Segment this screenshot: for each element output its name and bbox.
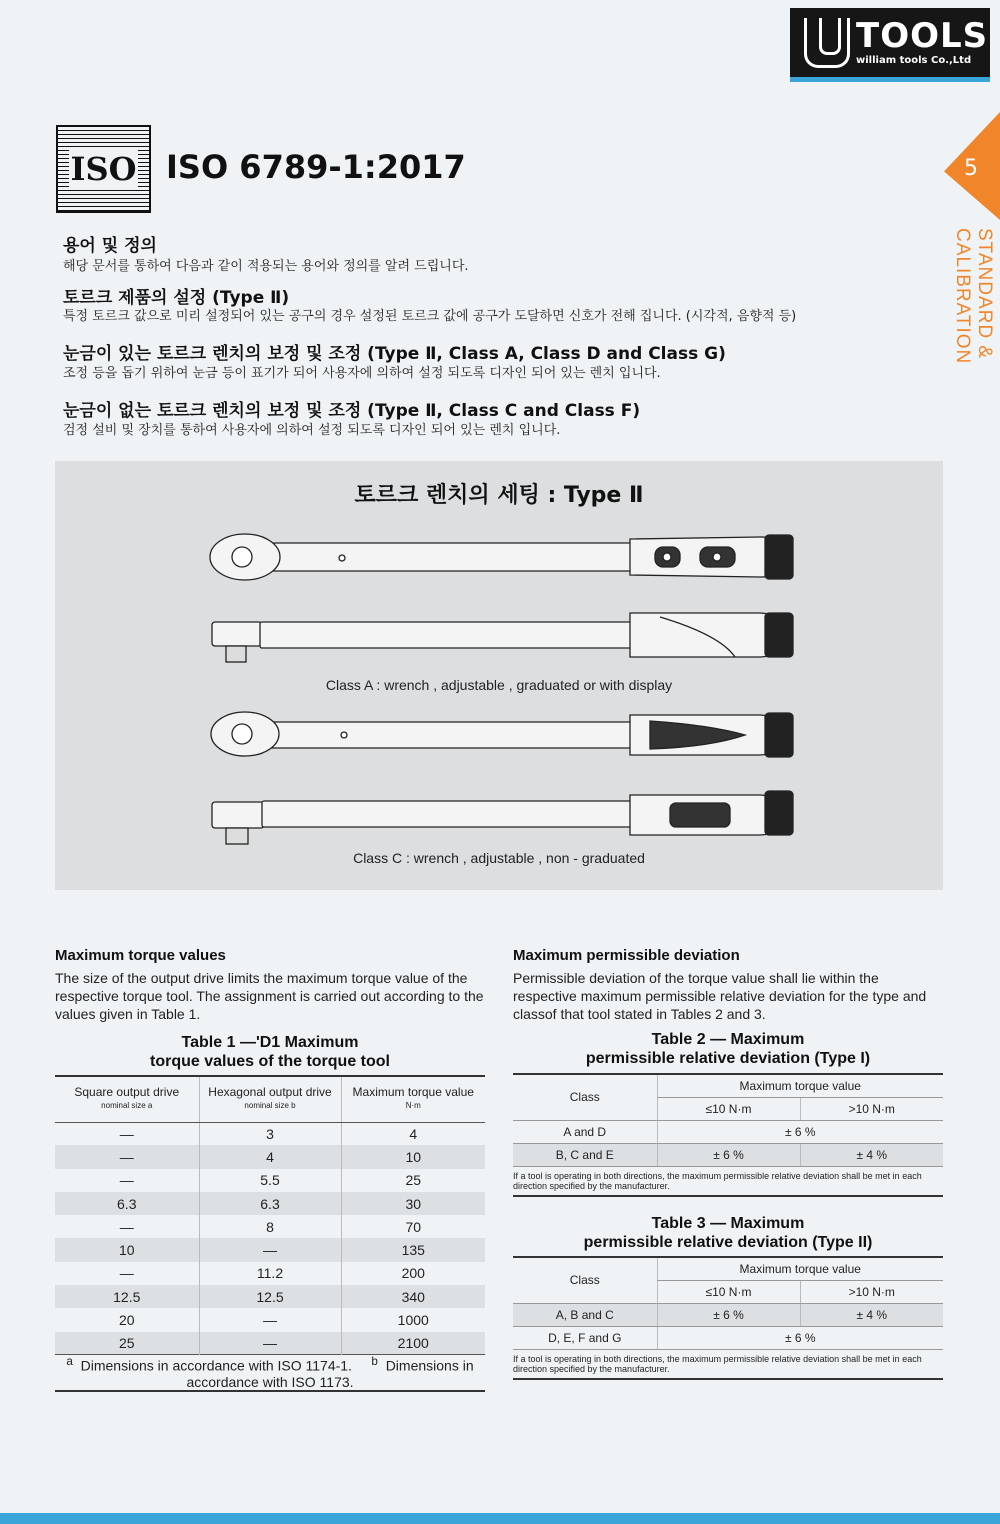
intro-text-1: 해당 문서를 통하여 다음과 같이 적용되는 용어와 정의를 알려 드립니다. (63, 259, 469, 274)
table3 (513, 1256, 943, 1380)
intro-heading-1: 용어 및 정의 (63, 236, 157, 256)
max-torque-text: The size of the output drive limits the maximum torque value of the respective torque tool. The assignment is carried out according to the values given in Table 1. (55, 970, 484, 1022)
table-row: — 3 4 (55, 1122, 485, 1145)
table1-header: Maximum torque value N·m (341, 1076, 485, 1122)
table3-title (513, 1214, 943, 1252)
table-row: — 8 70 (55, 1215, 485, 1238)
table2-subheader-low: ≤10 N·m (657, 1097, 800, 1120)
table-row: — 4 10 (55, 1145, 485, 1168)
chapter-label: STANDARD & CALIBRATION (952, 228, 995, 365)
table2-title-line2: permissible relative deviation (Type I) (585, 1050, 871, 1067)
table1-footnote-b: Dimensions in accordance with ISO 1173. (186, 1358, 474, 1391)
wrench-c-top-view (211, 712, 793, 757)
table3-subheader-high: >10 N·m (800, 1280, 943, 1303)
table3-class-header: Class (513, 1257, 657, 1303)
table2-class-header: Class (513, 1074, 657, 1120)
table2-subheader-high: >10 N·m (800, 1097, 943, 1120)
bottom-accent-bar (0, 1513, 1000, 1524)
intro-heading-3: 눈금이 있는 토르크 렌치의 보정 및 조정 (Type Ⅱ, Class A, Class D and Class G) (63, 344, 726, 364)
intro-text-3: 조정 등을 돕기 위하여 눈금 등이 표기가 되어 사용자에 의하여 설정 되도록 디자인 되어 있는 렌치 입니다. (63, 366, 661, 381)
table1-title-line1: Table 1 —'D1 Maximum (181, 1034, 359, 1051)
logo-wordmark: TOOLS (856, 16, 989, 56)
max-deviation-heading: Maximum permissible deviation (513, 947, 740, 964)
iso-logo-text: ISO (70, 150, 137, 188)
table3-title-line2: permissible relative deviation (Type II) (583, 1234, 873, 1251)
table-row: — 5.5 25 (55, 1169, 485, 1192)
table-row: — 11.2 200 (55, 1262, 485, 1285)
panel-title: 토르크 렌치의 세팅 : Type Ⅱ (354, 483, 644, 508)
table-row: B, C and E ± 6 % ± 4 % (513, 1143, 943, 1166)
table2-note: If a tool is operating in both directions, the maximum permissible relative deviation shall be met in each direction specified by the manufacturer. (513, 1170, 922, 1191)
table1-footnotes: $^a$ Dimensions in accordance with ISO 1174-1. $^b$ Dimensions in accordance with ISO 1173. (55, 1355, 485, 1391)
table-row: 20 — 1000 (55, 1308, 485, 1331)
table-row: 6.3 6.3 30 (55, 1192, 485, 1215)
table-row: A and D ± 6 % (513, 1120, 943, 1143)
logo-company-name: william tools Co.,Ltd (856, 55, 972, 66)
table1-header: Square output drive nominal size a (55, 1076, 199, 1122)
table2-group-header: Maximum torque value (657, 1074, 943, 1097)
table3-note: If a tool is operating in both directions, the maximum permissible relative deviation shall be met in each direction specified by the manufacturer. (513, 1353, 922, 1374)
page-title: ISO 6789-1:2017 (166, 148, 466, 186)
logo-w-mark (804, 18, 850, 68)
caption-class-c: Class C : wrench , adjustable , non - graduated (353, 850, 645, 866)
table3-title-line1: Table 3 — Maximum (651, 1215, 805, 1232)
table2-title (513, 1030, 943, 1068)
table-row: A, B and C ± 6 % ± 4 % (513, 1303, 943, 1326)
table2 (513, 1073, 943, 1197)
table1-footnote-a: Dimensions in accordance with ISO 1174-1. (80, 1358, 352, 1375)
max-deviation-text: Permissible deviation of the torque value shall lie within the respective maximum permissible relative deviation for the type and classof that tool stated in Tables 2 and 3. (513, 970, 927, 1022)
table-row: 10 — 135 (55, 1238, 485, 1261)
chapter-number: 5 (964, 156, 978, 181)
table1-title (55, 1033, 485, 1071)
company-logo (790, 8, 990, 82)
table-row: 12.5 12.5 340 (55, 1285, 485, 1308)
table3-subheader-low: ≤10 N·m (657, 1280, 800, 1303)
intro-text-4: 검정 설비 및 장치를 통하여 사용자에 의하여 설정 되도록 디자인 되어 있는 렌치 입니다. (63, 423, 561, 438)
intro-text-2: 특정 토르크 값으로 미리 설정되어 있는 공구의 경우 설정된 토르크 값에 공구가 도달하면 신호가 전해 집니다. (시각적, 음향적 등) (63, 309, 797, 324)
table-row: 25 — 2100 (55, 1332, 485, 1355)
wrench-c-side-view (212, 791, 793, 844)
table1 (55, 1075, 485, 1392)
wrench-a-top-view (210, 534, 793, 580)
intro-heading-2: 토르크 제품의 설정 (Type Ⅱ) (63, 288, 290, 308)
wrench-a-side-view (212, 613, 793, 662)
table3-group-header: Maximum torque value (657, 1257, 943, 1280)
intro-heading-4: 눈금이 없는 토르크 렌치의 보정 및 조정 (Type Ⅱ, Class C and Class F) (63, 401, 641, 421)
table2-title-line1: Table 2 — Maximum (651, 1031, 805, 1048)
iso-logo (56, 125, 151, 213)
table1-header: Hexagonal output drive nominal size b (199, 1076, 341, 1122)
table-row: D, E, F and G ± 6 % (513, 1326, 943, 1349)
table1-title-line2: torque values of the torque tool (149, 1053, 390, 1070)
caption-class-a: Class A : wrench , adjustable , graduated or with display (325, 677, 673, 693)
max-torque-heading: Maximum torque values (55, 947, 226, 964)
wrench-illustrations (200, 525, 810, 865)
